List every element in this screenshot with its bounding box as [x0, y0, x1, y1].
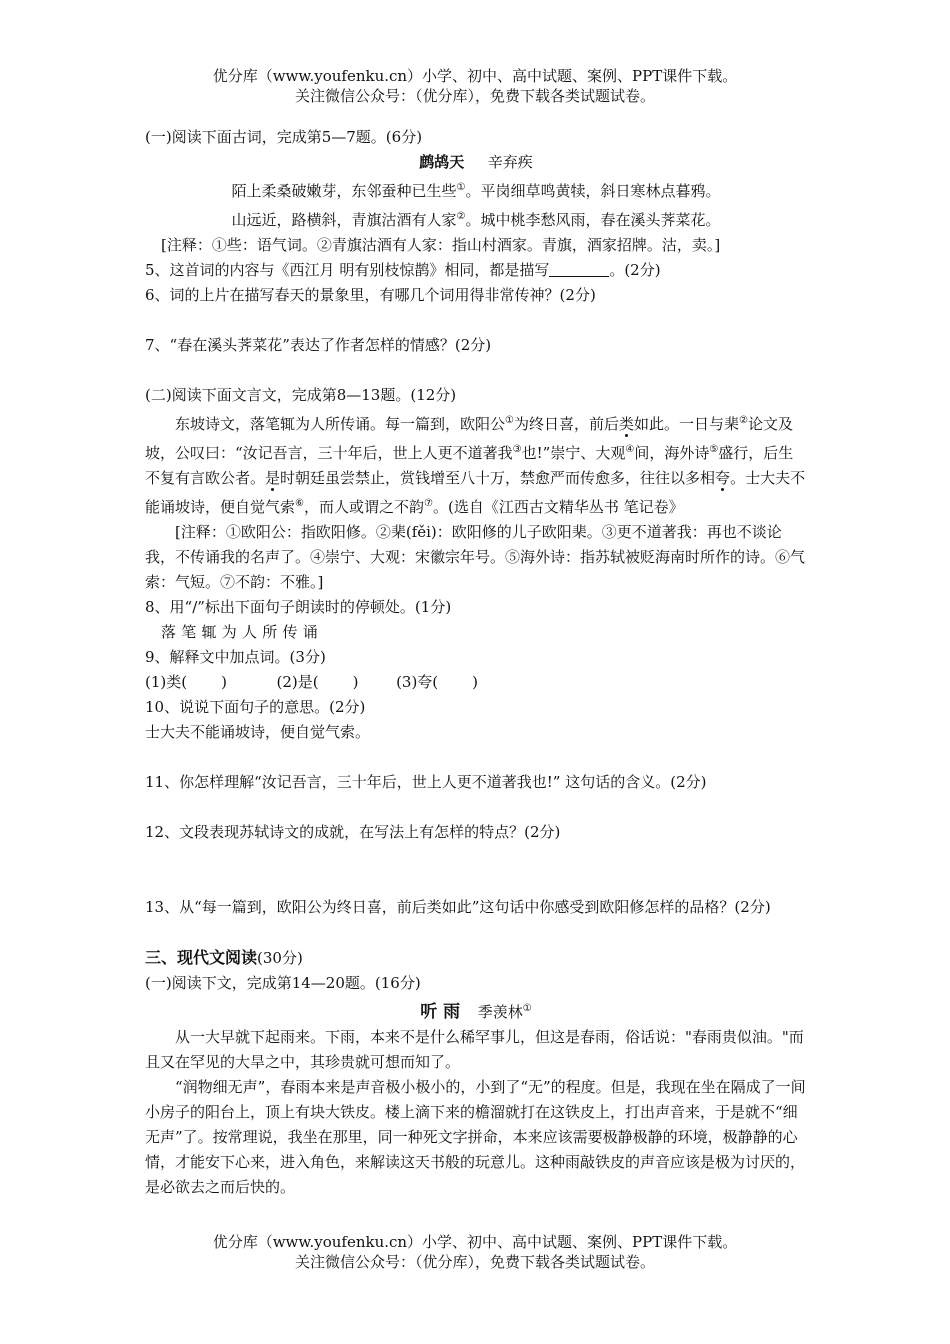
- poem-section-intro: (一)阅读下面古词，完成第5—7题。(6分): [145, 128, 423, 146]
- modern-section-intro: (一)阅读下文，完成第14—20题。(16分): [145, 974, 421, 992]
- article-title: 听 雨: [420, 1002, 461, 1022]
- classical-note: [注释：①欧阳公：指欧阳修。②棐(fěi)：欧阳修的儿子欧阳棐。③更不道著我：再也不谈论我，不传诵我的名声了。④崇宁、大观：宋徽宗年号。⑤海外诗：指苏轼被贬海南时所作的诗。⑥气索：气短。⑦不韵：不雅。]: [145, 523, 806, 591]
- modern-section-heading: [145, 945, 807, 971]
- header-line-2: 关注微信公众号：（优分库），免费下载各类试题试卷。: [294, 87, 655, 105]
- classical-section-intro: (二)阅读下面文言文，完成第8—13题。(12分): [145, 386, 457, 404]
- classical-passage: 东坡诗文，落笔辄为人所传诵。每一篇到，欧阳公①为终日喜，前后类如此。一日与棐②论文及坡，公叹曰：“汝记吾言，三十年后，世上人更不道著我③也!”崇宁、大观④间，海外诗⑤盛行，后生不复有言欧公者。是时朝廷虽尝禁止，赏钱增至八十万，禁愈严而传愈多，往往以多相夸。士大夫不能诵坡诗，便自觉气索⑥，而人或谓之不韵⑦。(选自《江西古文精华丛书 笔记卷》: [145, 415, 806, 516]
- question-8: 8、用“/”标出下面句子朗读时的停顿处。(1分): [145, 598, 452, 616]
- poem-author: 辛弃疾: [487, 153, 533, 171]
- question-12: 12、文段表现苏轼诗文的成就，在写法上有怎样的特点？(2分): [145, 823, 561, 841]
- question-9-items: (1)类( ) (2)是( ) (3)夸( ): [145, 673, 479, 691]
- article-paragraph-1: 从一大早就下起雨来。下雨，本来不是什么稀罕事儿，但这是春雨，俗话说："春雨贵似油。"而且又在罕见的大旱之中，其珍贵就可想而知了。: [145, 1028, 804, 1071]
- question-8-sentence[interactable]: 落笔辄为人所传诵: [161, 623, 324, 641]
- article-author: 季羡林: [477, 1003, 523, 1021]
- page-footer: [0, 1232, 950, 1272]
- question-11: 11、你怎样理解“汝记吾言，三十年后，世上人更不道著我也!” 这句话的含义。(2分): [145, 773, 707, 791]
- dotted-word-lei: 类: [619, 415, 635, 433]
- document-body: [145, 125, 807, 1200]
- modern-section-title: 三、现代文阅读: [145, 948, 258, 967]
- question-7: 7、“春在溪头荠菜花”表达了作者怎样的情感？(2分): [145, 336, 492, 354]
- article-heading: 听 雨 季羡林①: [420, 1002, 532, 1022]
- question-10-sentence: 士大夫不能诵坡诗，便自觉气索。: [145, 723, 371, 741]
- footer-line-2: 关注微信公众号：（优分库），免费下载各类试题试卷。: [294, 1253, 655, 1271]
- poem-line-2: 山远近，路横斜，青旗沽酒有人家②。城中桃李愁风雨，春在溪头荠菜花。: [231, 211, 721, 229]
- dotted-word-kua: 夸: [715, 469, 731, 487]
- article-paragraph-2: “润物细无声”，春雨本来是声音极小极小的，小到了“无”的程度。但是，我现在坐在隔成了一间小房子的阳台上，顶上有块大铁皮。楼上滴下来的檐溜就打在这铁皮上，打出声音来，于是就不“细无声”了。按常理说，我坐在那里，同一种死文字拼命，本来应该需要极静极静的环境，极静静的心情，才能安下心来，进入角色，来解读这天书般的玩意儿。这种雨敲铁皮的声音应该是极为讨厌的，是必欲去之而后快的。: [145, 1078, 806, 1196]
- poem-line-1: 陌上柔桑破嫩芽，东邻蚕种已生些①。平岗细草鸣黄犊，斜日寒林点暮鸦。: [231, 182, 721, 200]
- header-line-1: 优分库（www.youfenku.cn）小学、初中、高中试题、案例、PPT课件下载。: [212, 67, 738, 85]
- question-13: 13、从“每一篇到，欧阳公为终日喜，前后类如此”这句话中你感受到欧阳修怎样的品格？(2分): [145, 898, 771, 916]
- question-6: 6、词的上片在描写春天的景象里，有哪几个词用得非常传神？(2分): [145, 286, 596, 304]
- poem-note: [注释：①些：语气词。②青旗沽酒有人家：指山村酒家。青旗，酒家招牌。沽，卖。]: [161, 236, 721, 254]
- dotted-word-shi: 是: [265, 469, 281, 487]
- footer-line-1: 优分库（www.youfenku.cn）小学、初中、高中试题、案例、PPT课件下载。: [212, 1233, 738, 1251]
- answer-blank[interactable]: [549, 260, 609, 277]
- question-5: 5、这首词的内容与《西江月 明有别枝惊鹊》相同，都是描写 。(2分): [145, 261, 661, 279]
- page-header: [0, 66, 950, 106]
- poem-title: 鹧鸪天: [419, 153, 465, 171]
- question-9: 9、解释文中加点词。(3分): [145, 648, 326, 666]
- modern-section-points: (30分): [257, 949, 303, 967]
- question-10: 10、说说下面句子的意思。(2分): [145, 698, 366, 716]
- poem-heading: [145, 150, 807, 175]
